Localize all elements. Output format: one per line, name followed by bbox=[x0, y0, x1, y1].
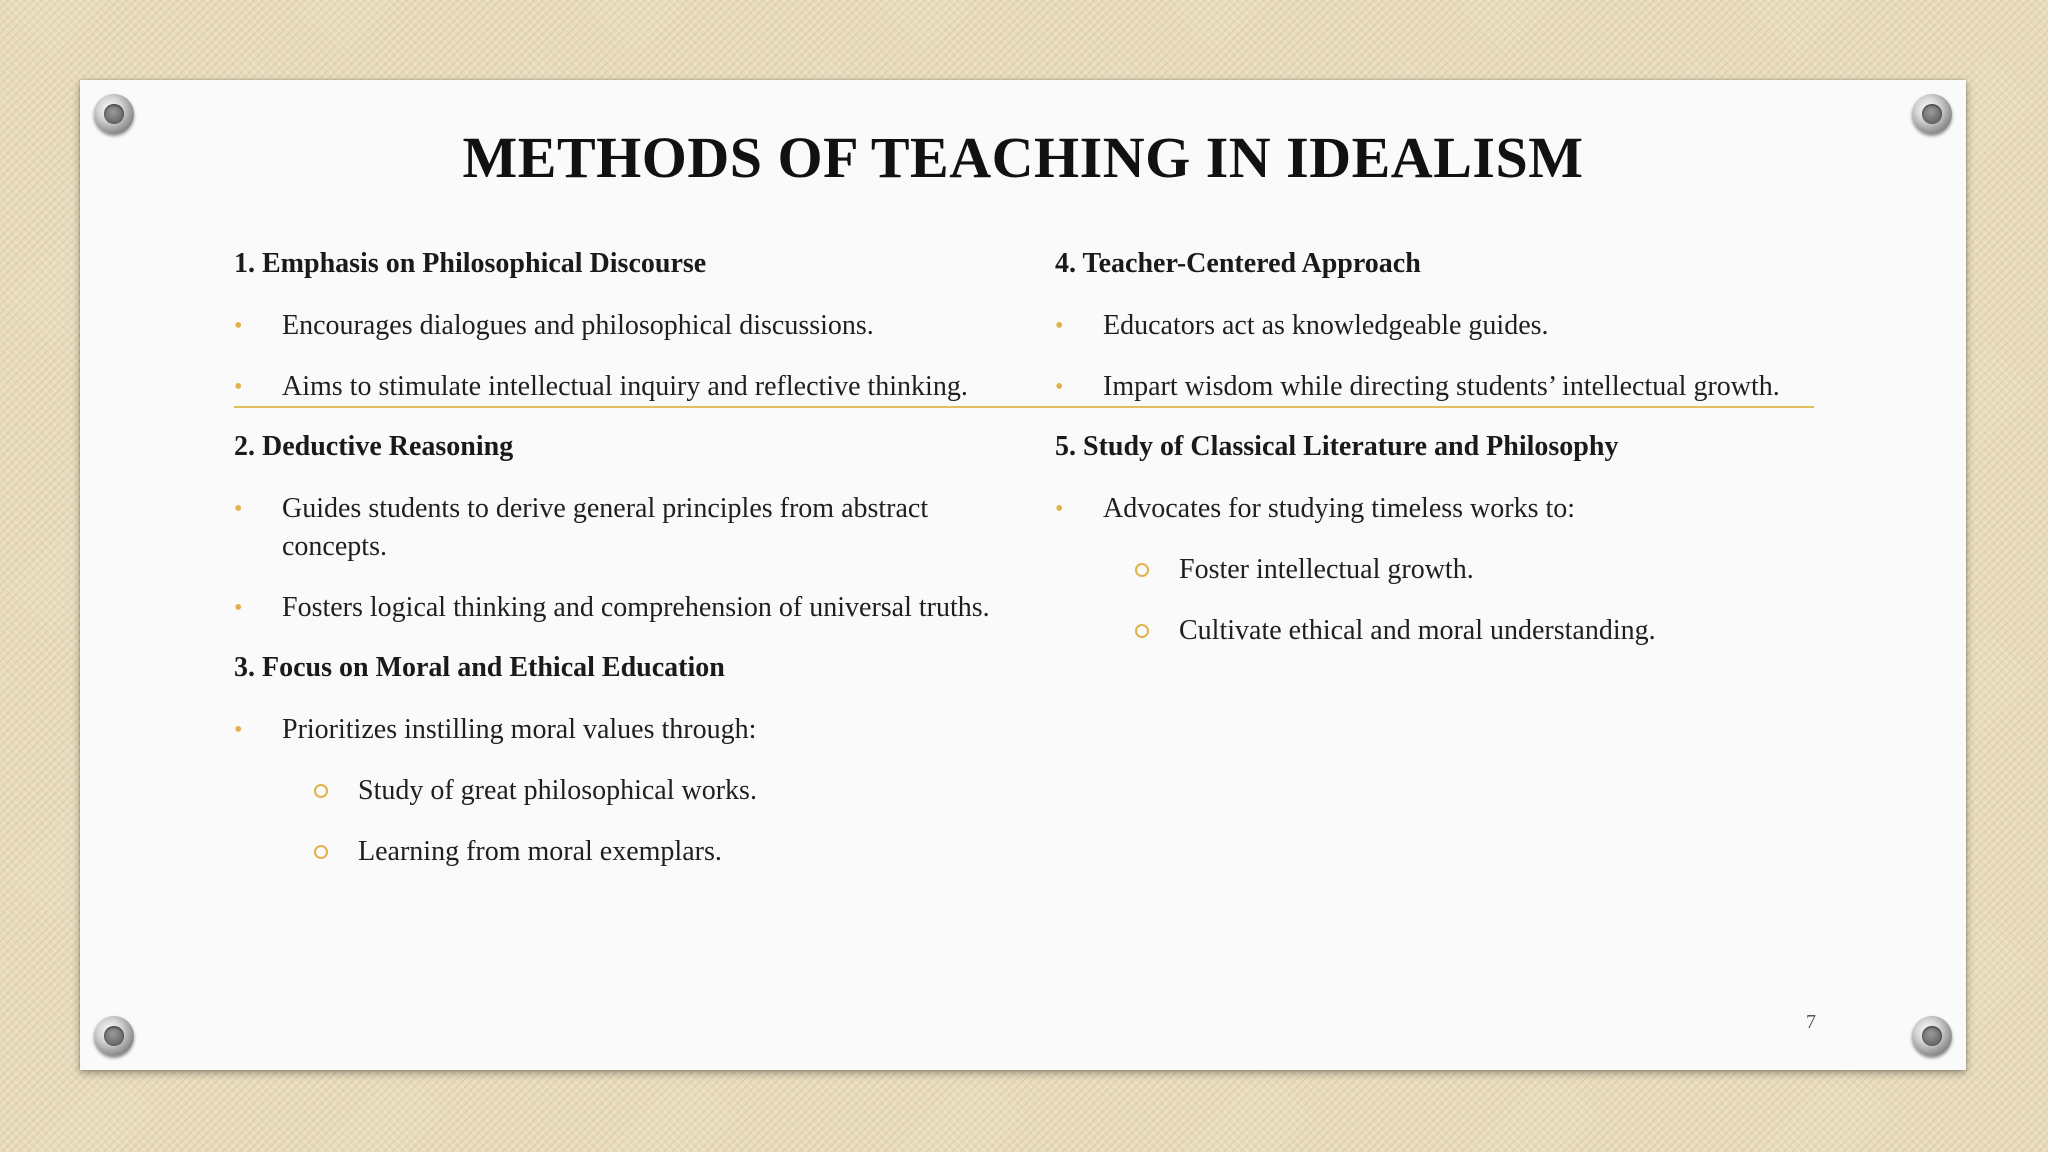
bullet-dot-icon: • bbox=[234, 717, 243, 743]
rivet-icon bbox=[1912, 1016, 1952, 1056]
bullet-item bbox=[234, 368, 994, 406]
section-heading: 1. Emphasis on Philosophical Discourse bbox=[234, 248, 707, 279]
sub-bullet-item bbox=[234, 833, 994, 871]
section-heading: 5. Study of Classical Literature and Philosophy bbox=[1055, 431, 1619, 462]
sub-bullet-text: Study of great philosophical works. bbox=[358, 775, 757, 806]
right-column bbox=[1055, 246, 1815, 673]
left-column bbox=[234, 246, 994, 894]
bullet-text: Prioritizes instilling moral values through: bbox=[282, 714, 757, 745]
section-classical-literature bbox=[1055, 429, 1815, 650]
sub-bullet-text: Learning from moral exemplars. bbox=[358, 836, 722, 867]
bullet-dot-icon: • bbox=[234, 595, 243, 621]
hollow-circle-icon bbox=[1135, 624, 1149, 638]
bullet-dot-icon: • bbox=[1055, 374, 1064, 400]
sub-bullet-item bbox=[234, 772, 994, 810]
sub-bullet-text: Foster intellectual growth. bbox=[1179, 554, 1474, 585]
rivet-icon bbox=[94, 1016, 134, 1056]
bullet-text: Educators act as knowledgeable guides. bbox=[1103, 310, 1549, 341]
bullet-item bbox=[234, 307, 994, 345]
section-teacher-centered bbox=[1055, 246, 1815, 406]
sub-bullet-item bbox=[1055, 551, 1815, 589]
bullet-dot-icon: • bbox=[234, 496, 243, 522]
hollow-circle-icon bbox=[314, 845, 328, 859]
bullet-item bbox=[1055, 307, 1815, 345]
bullet-item bbox=[234, 589, 994, 627]
bullet-item bbox=[234, 490, 994, 566]
hollow-circle-icon bbox=[1135, 563, 1149, 577]
section-philosophical-discourse bbox=[234, 246, 994, 406]
bullet-dot-icon: • bbox=[1055, 496, 1064, 522]
section-deductive-reasoning bbox=[234, 429, 994, 627]
section-heading: 3. Focus on Moral and Ethical Education bbox=[234, 652, 725, 683]
section-moral-ethical-education bbox=[234, 650, 994, 871]
bullet-text: Aims to stimulate intellectual inquiry and reflective thinking. bbox=[282, 371, 968, 402]
hollow-circle-icon bbox=[314, 784, 328, 798]
section-heading: 4. Teacher-Centered Approach bbox=[1055, 248, 1421, 279]
page-number: 7 bbox=[1806, 1011, 1816, 1033]
bullet-item bbox=[1055, 368, 1815, 406]
section-heading: 2. Deductive Reasoning bbox=[234, 431, 514, 462]
slide-title: METHODS OF TEACHING IN IDEALISM bbox=[462, 125, 1584, 190]
bullet-text: Encourages dialogues and philosophical discussions. bbox=[282, 310, 874, 341]
slide-card bbox=[80, 80, 1966, 1070]
bullet-text: Guides students to derive general principles from abstract concepts. bbox=[282, 493, 929, 562]
sub-bullet-text: Cultivate ethical and moral understanding. bbox=[1179, 615, 1656, 646]
bullet-dot-icon: • bbox=[234, 313, 243, 339]
bullet-text: Impart wisdom while directing students’ intellectual growth. bbox=[1103, 371, 1780, 402]
bullet-text: Fosters logical thinking and comprehension of universal truths. bbox=[282, 592, 990, 623]
bullet-item bbox=[1055, 490, 1815, 528]
sub-bullet-item bbox=[1055, 612, 1815, 650]
bullet-dot-icon: • bbox=[1055, 313, 1064, 339]
bullet-text: Advocates for studying timeless works to: bbox=[1103, 493, 1576, 524]
bullet-dot-icon: • bbox=[234, 374, 243, 400]
bullet-item bbox=[234, 711, 994, 749]
